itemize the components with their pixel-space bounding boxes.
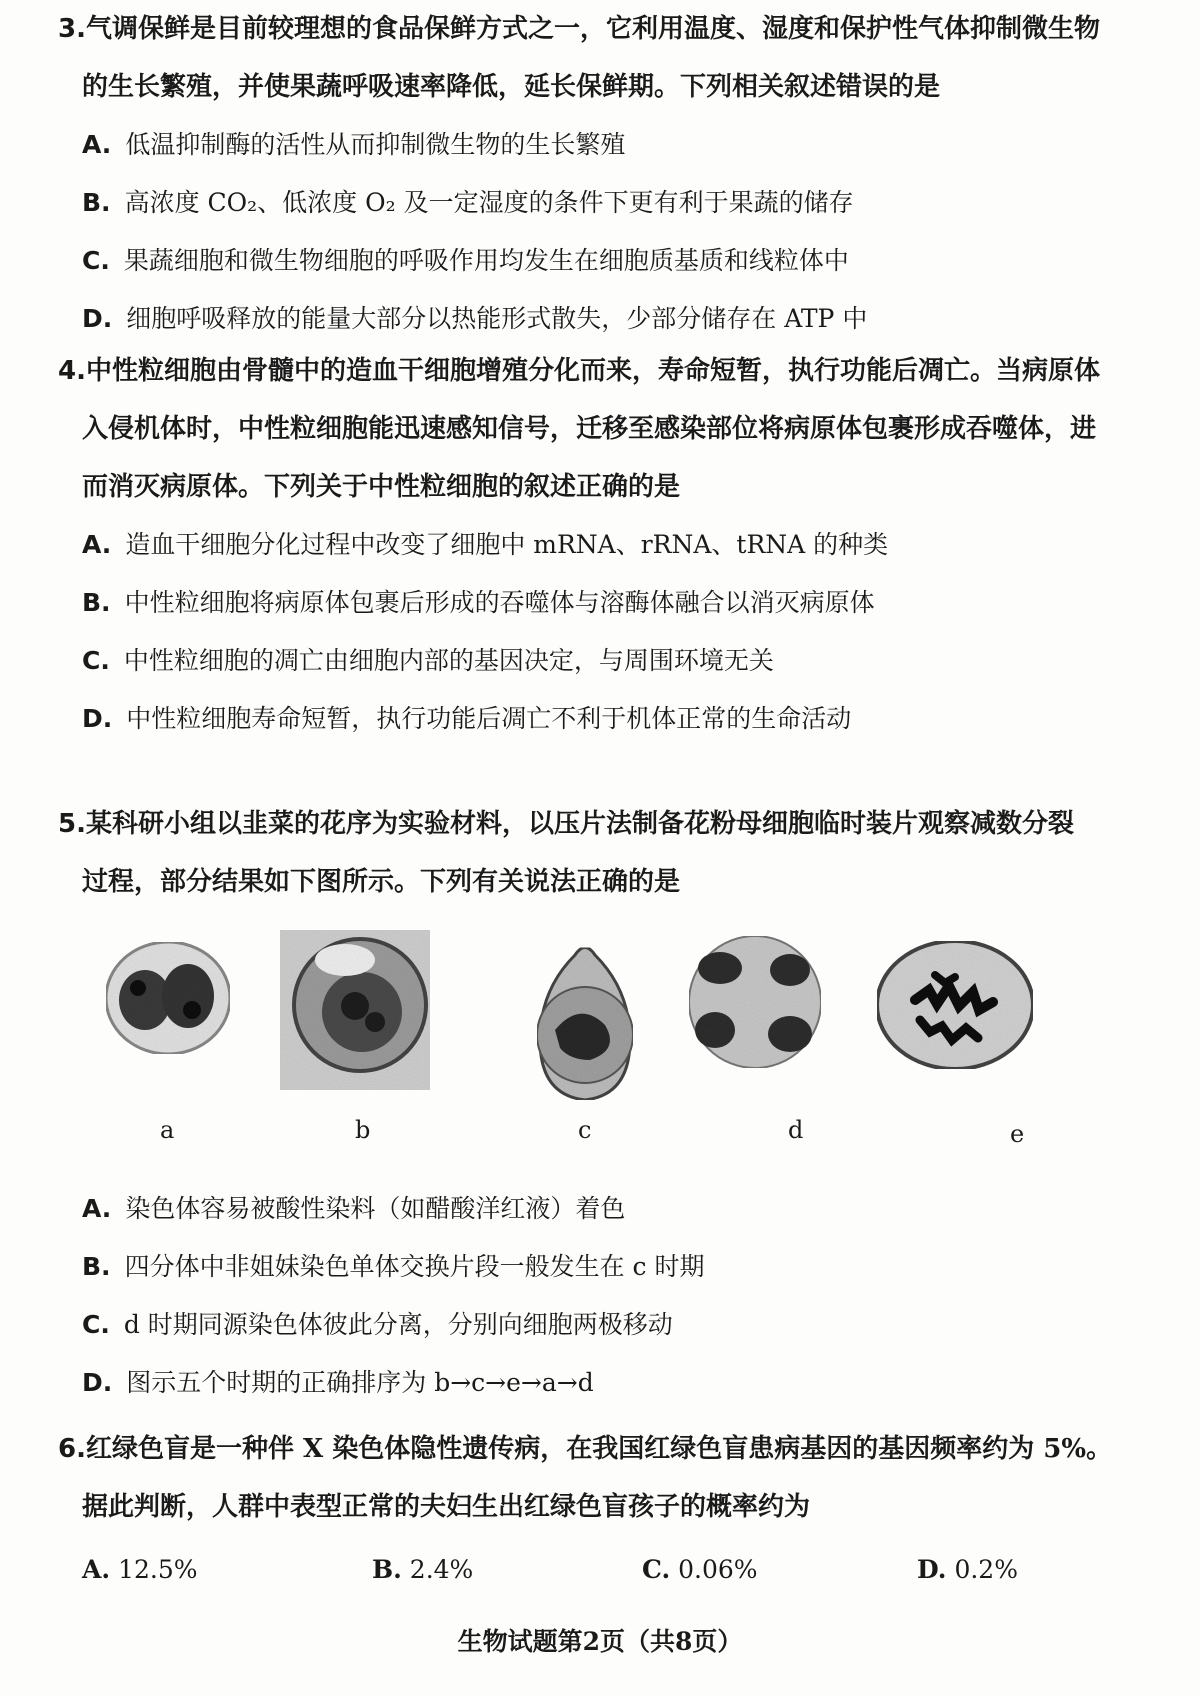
option-text: 造血干细胞分化过程中改变了细胞中 mRNA、rRNA、tRNA 的种类: [125, 530, 889, 559]
option-letter: A.: [82, 130, 112, 159]
question-3: [58, 0, 1158, 348]
question-3-stem: [58, 0, 1158, 116]
option-a: [82, 1555, 197, 1584]
stem-text: 红绿色盲是一种伴 X 染色体隐性遗传病，在我国红绿色盲患病基因的基因频率约为 5%。: [85, 1434, 1113, 1464]
cell-a-label: a: [160, 1116, 175, 1144]
option-letter: A.: [82, 530, 112, 559]
option-letter: D.: [917, 1555, 947, 1584]
question-5-stem: [58, 795, 1158, 911]
option-text: 细胞呼吸释放的能量大部分以热能形式散失，少部分储存在 ATP 中: [126, 304, 868, 333]
option-b: [58, 174, 1158, 232]
page-footer: 生物试题第2页（共8页）: [457, 1627, 743, 1656]
cell-e-label: e: [1010, 1120, 1025, 1148]
cell-e-image: [877, 941, 1033, 1069]
stem-text: 气调保鲜是目前较理想的食品保鲜方式之一，它利用温度、湿度和保护性气体抑制微生物: [85, 14, 1100, 44]
option-text: 四分体中非姐妹染色单体交换片段一般发生在 c 时期: [124, 1252, 705, 1281]
option-letter: C.: [82, 246, 110, 275]
question-5-options: [58, 1180, 1158, 1412]
option-c: [58, 1296, 1158, 1354]
question-number: 6.: [58, 1434, 86, 1464]
option-c: [58, 232, 1158, 290]
option-text: 0.06%: [678, 1555, 758, 1584]
option-text: 染色体容易被酸性染料（如醋酸洋红液）着色: [125, 1194, 626, 1223]
option-a: [58, 116, 1158, 174]
option-letter: A.: [82, 1194, 112, 1223]
option-text: 图示五个时期的正确排序为 b→c→e→a→d: [126, 1368, 594, 1397]
question-4: [58, 342, 1158, 748]
cell-c-label: c: [578, 1116, 592, 1144]
option-text: 中性粒细胞寿命短暂，执行功能后凋亡不利于机体正常的生命活动: [126, 704, 852, 733]
question-6: [58, 1420, 1158, 1536]
option-d: [58, 290, 1158, 348]
question-4-stem: [58, 342, 1158, 516]
option-text: 12.5%: [118, 1555, 198, 1584]
option-text: d 时期同源染色体彼此分离，分别向细胞两极移动: [123, 1310, 673, 1339]
cell-a-image: [106, 942, 230, 1054]
stem-text: 入侵机体时，中性粒细胞能迅速感知信号，迁移至感染部位将病原体包裹形成吞噬体，进: [82, 414, 1097, 444]
cell-d-image: [689, 936, 821, 1068]
stem-text: 的生长繁殖，并使果蔬呼吸速率降低，延长保鲜期。下列相关叙述错误的是: [82, 72, 941, 102]
option-letter: A.: [82, 1555, 111, 1584]
cell-b-image: [280, 930, 430, 1090]
option-c: [642, 1555, 758, 1584]
option-letter: B.: [372, 1555, 402, 1584]
option-letter: C.: [82, 646, 110, 675]
option-d: [58, 690, 1158, 748]
option-text: 2.4%: [409, 1555, 474, 1584]
option-letter: D.: [82, 1368, 113, 1397]
stem-text: 过程，部分结果如下图所示。下列有关说法正确的是: [82, 867, 681, 897]
stem-text: 某科研小组以韭菜的花序为实验材料，以压片法制备花粉母细胞临时装片观察减数分裂: [85, 809, 1074, 839]
option-b: [58, 574, 1158, 632]
option-letter: C.: [642, 1555, 671, 1584]
meiosis-micrograph-figure: [100, 930, 1140, 1148]
question-number: 5.: [58, 809, 86, 839]
stem-text: 据此判断，人群中表型正常的夫妇生出红绿色盲孩子的概率约为: [82, 1492, 811, 1522]
micrograph-images: [100, 930, 1140, 1130]
question-5: [58, 795, 1158, 911]
option-d: [58, 1354, 1158, 1412]
option-text: 低温抑制酶的活性从而抑制微生物的生长繁殖: [125, 130, 626, 159]
option-text: 高浓度 CO₂、低浓度 O₂ 及一定湿度的条件下更有利于果蔬的储存: [124, 188, 854, 217]
option-text: 果蔬细胞和微生物细胞的呼吸作用均发生在细胞质基质和线粒体中: [123, 246, 849, 275]
option-c: [58, 632, 1158, 690]
option-d: [917, 1555, 1018, 1584]
option-letter: C.: [82, 1310, 110, 1339]
stem-text: 而消灭病原体。下列关于中性粒细胞的叙述正确的是: [82, 472, 681, 502]
cell-d-label: d: [788, 1116, 804, 1144]
cell-b-label: b: [355, 1116, 371, 1144]
option-text: 中性粒细胞将病原体包裹后形成的吞噬体与溶酶体融合以消灭病原体: [124, 588, 875, 617]
option-letter: B.: [82, 588, 111, 617]
question-number: 4.: [58, 356, 86, 386]
question-6-options: [82, 1555, 1162, 1595]
option-a: [58, 1180, 1158, 1238]
option-b: [372, 1555, 473, 1584]
option-letter: D.: [82, 304, 113, 333]
option-letter: B.: [82, 188, 111, 217]
option-text: 0.2%: [954, 1555, 1018, 1584]
option-letter: D.: [82, 704, 113, 733]
question-6-stem: [58, 1420, 1158, 1536]
option-letter: B.: [82, 1252, 111, 1281]
option-b: [58, 1238, 1158, 1296]
question-number: 3.: [58, 14, 86, 44]
option-text: 中性粒细胞的凋亡由细胞内部的基因决定，与周围环境无关: [123, 646, 774, 675]
cell-c-image: [537, 948, 633, 1101]
option-a: [58, 516, 1158, 574]
stem-text: 中性粒细胞由骨髓中的造血干细胞增殖分化而来，寿命短暂，执行功能后凋亡。当病原体: [85, 356, 1100, 386]
